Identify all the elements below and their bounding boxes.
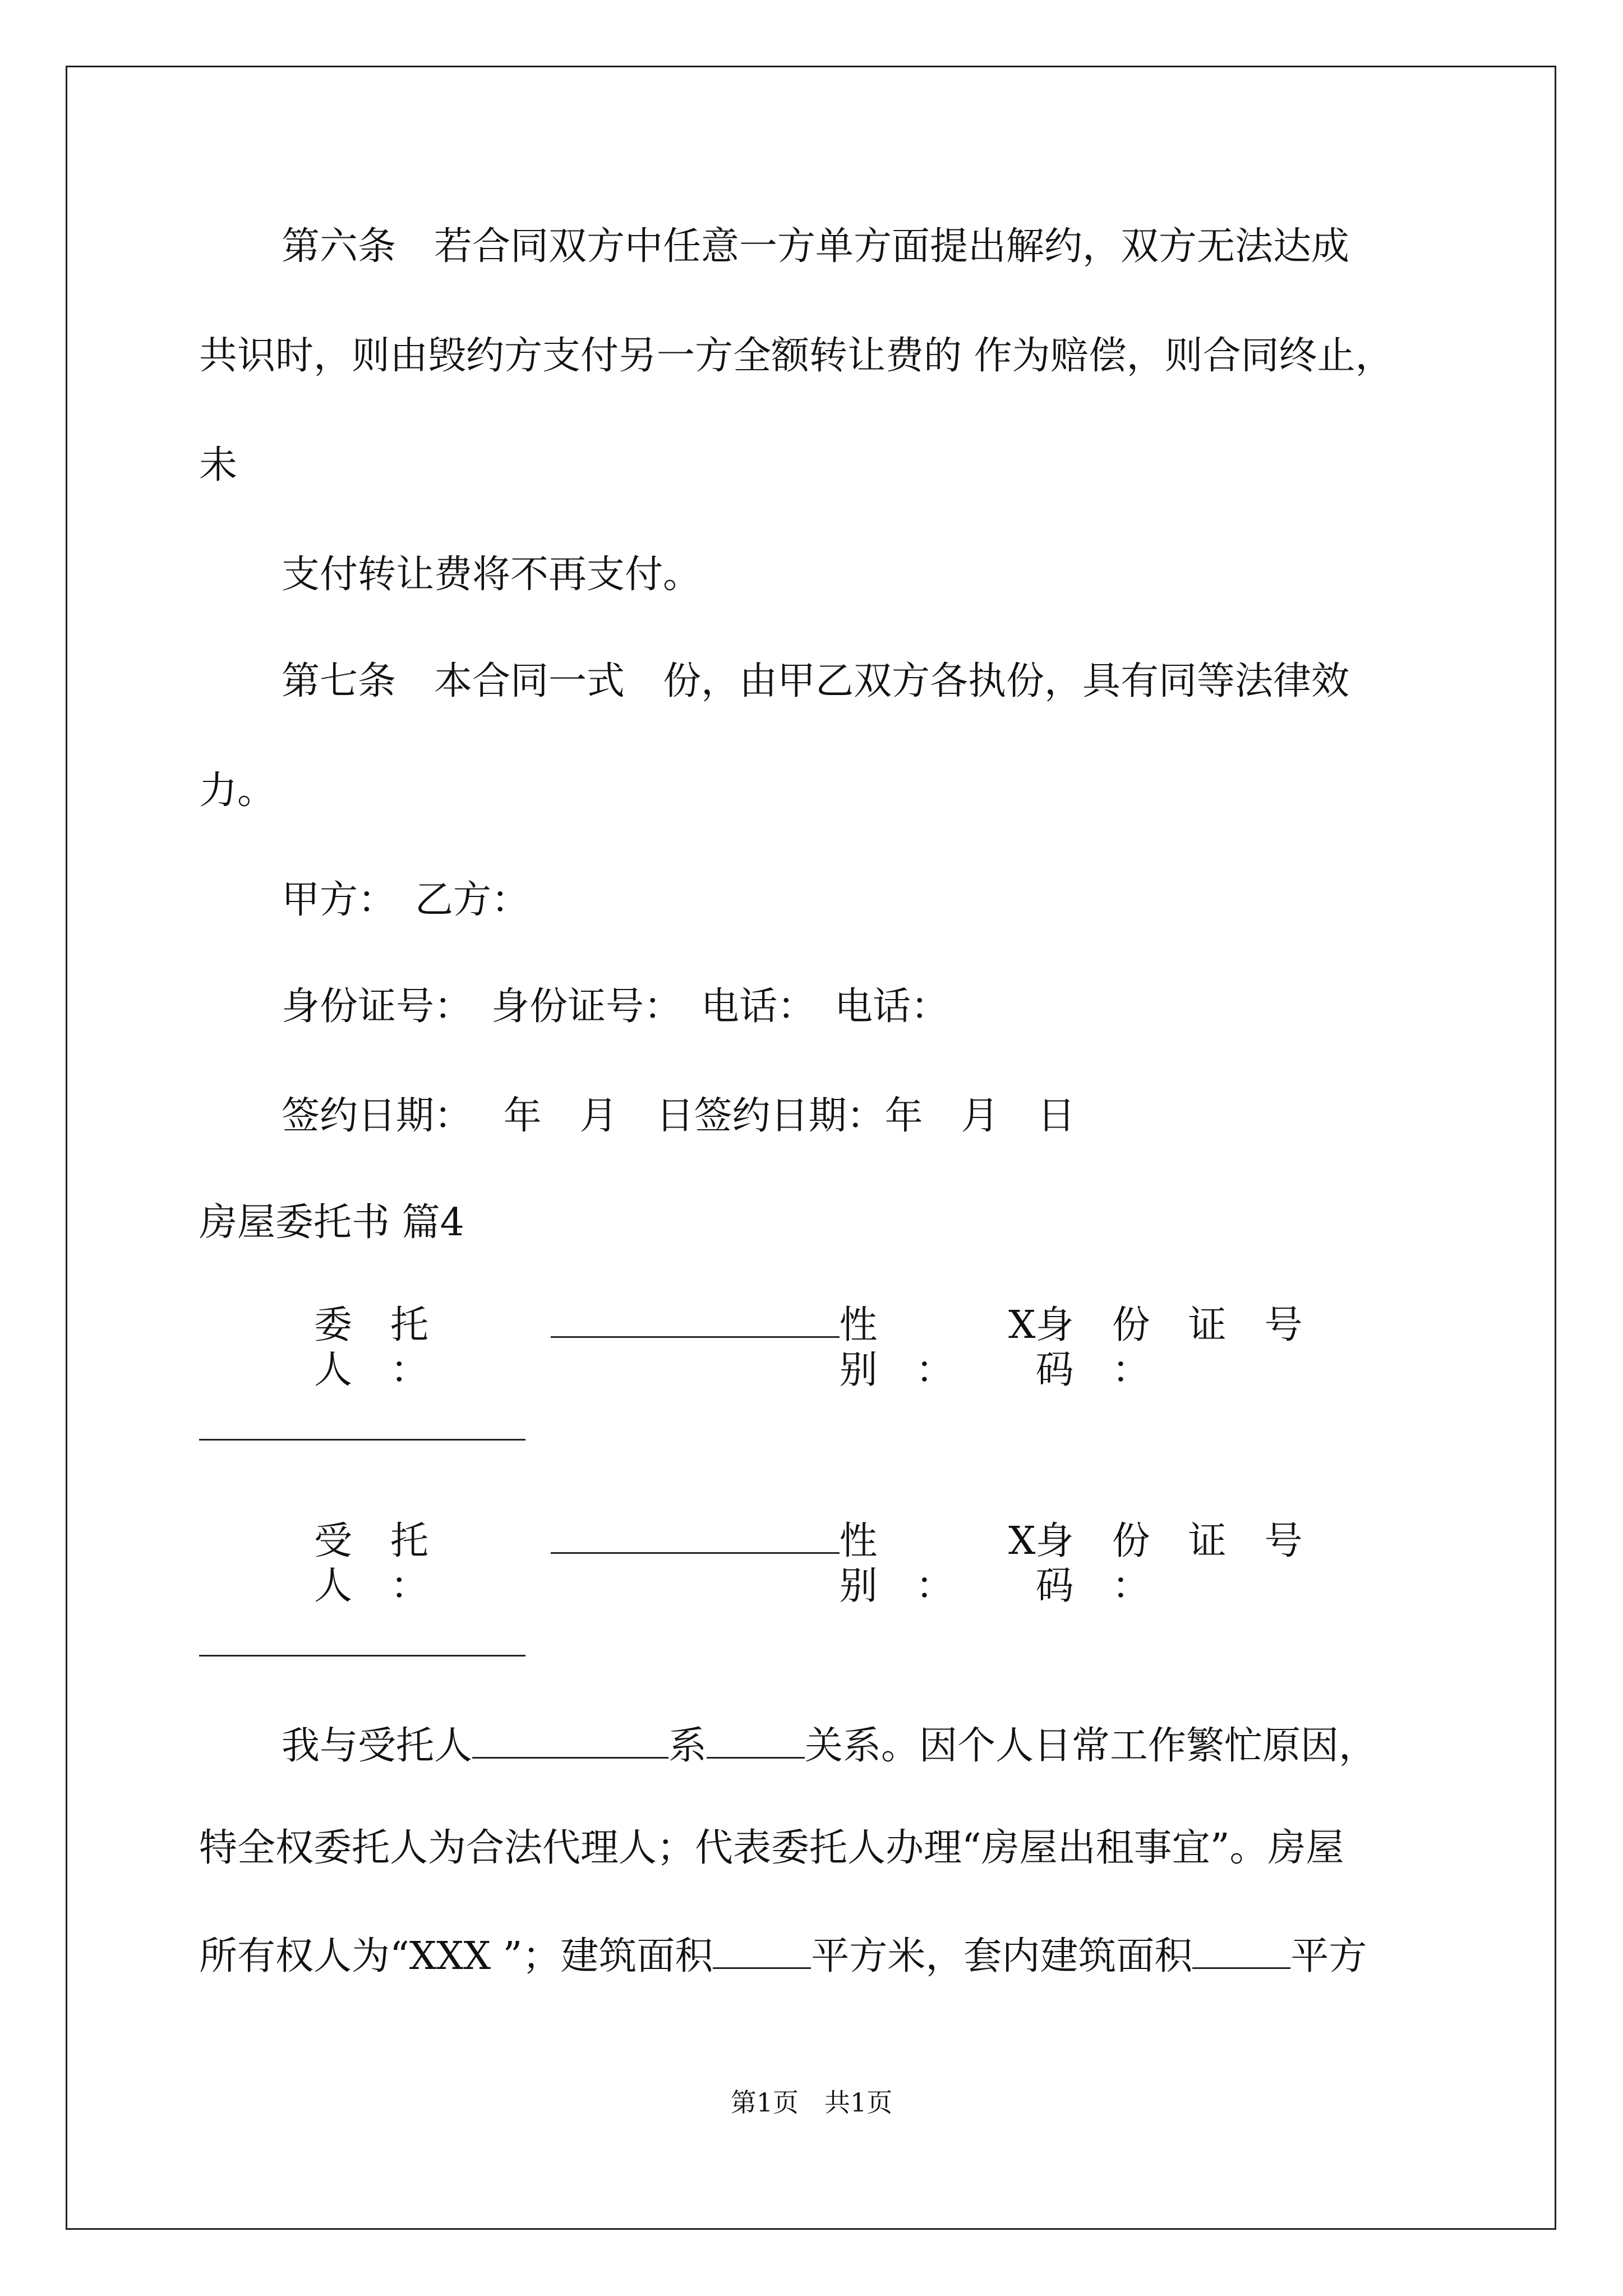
area-text-b: 平方米，套内建筑面积 [811,1934,1193,1978]
sign-date-line: 签约日期： 年 月 日签约日期：年 月 日 [282,1094,1076,1138]
article-6-line-2: 共识时，则由毁约方支付另一方全额转让费的 作为赔偿，则合同终止， [199,334,1394,378]
relationship-text-c: 关系。因个人日常工作繁忙原因， [805,1724,1377,1768]
agent-id-label: 身 份 证 号 码 ： [1035,1519,1341,1608]
area-text-c: 平方 [1290,1934,1367,1978]
agent-row [314,1517,1408,1609]
article-6-line-3: 未 [199,443,238,487]
agent-gender-label: 性 别 ： [839,1519,954,1608]
principal-gender-value: X [1008,1303,1036,1347]
agent-name-blank [551,1517,839,1554]
agent-id-blank [199,1655,525,1657]
building-area-blank [713,1932,811,1969]
agent-label: 受 托 人 ： [314,1519,467,1608]
relationship-text-a: 我与受托人 [282,1724,473,1768]
article-6-line-1: 第六条 若合同双方中任意一方单方面提出解约，双方无法达成 [282,224,1350,269]
principal-id-label: 身 份 证 号 码 ： [1035,1303,1341,1392]
article-7-line-2: 力。 [199,769,276,813]
area-text-a: 所有权人为“XXX ”；建筑面积 [199,1934,713,1978]
principal-gender-label: 性 别 ： [839,1303,954,1392]
relationship-text-b: 系 [668,1724,707,1768]
relationship-type-blank [707,1722,805,1759]
page-footer: 第1页 共1页 [730,2087,893,2118]
page-border [66,66,1556,2230]
principal-id-blank [199,1439,525,1441]
authorization-line: 特全权委托人为合法代理人；代表委托人办理“房屋出租事宜”。房屋 [199,1826,1344,1870]
section-title: 房屋委托书 篇4 [199,1200,464,1245]
relationship-line [282,1722,1377,1769]
id-phone-line: 身份证号： 身份证号： 电话： 电话： [282,984,949,1029]
party-line: 甲方： 乙方： [282,878,530,922]
area-line [199,1932,1367,1979]
agent-gender-value: X [1008,1519,1036,1563]
principal-label: 委 托 人 ： [314,1303,467,1392]
article-6-line-4: 支付转让费将不再支付。 [282,553,702,597]
article-7-line-1: 第七条 本合同一式 份，由甲乙双方各执份，具有同等法律效 [282,659,1350,703]
principal-row [314,1301,1408,1393]
relationship-name-blank [472,1722,668,1759]
principal-name-blank [551,1301,839,1338]
inner-area-blank [1192,1932,1290,1969]
